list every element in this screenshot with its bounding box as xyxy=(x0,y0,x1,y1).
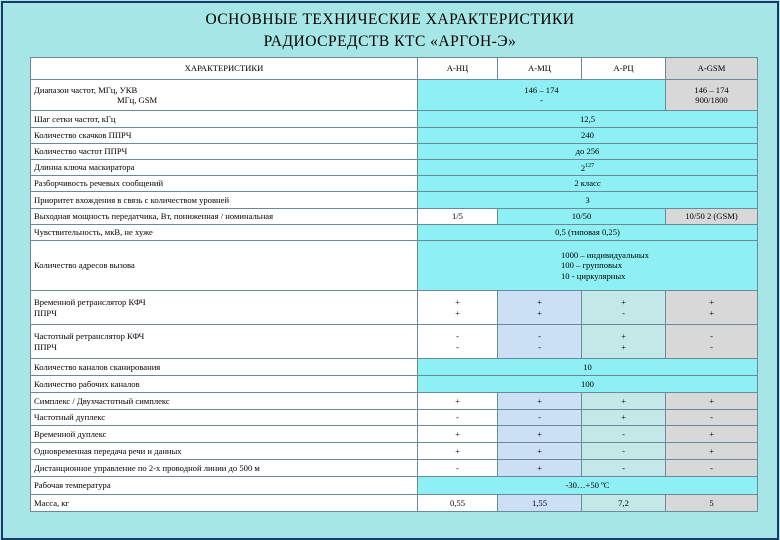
value-time-duplex-mc: + xyxy=(498,426,582,443)
value-time-duplex-gsm: + xyxy=(666,426,758,443)
value-freq-relay-gsm-kfch: - xyxy=(710,331,713,341)
header-row xyxy=(31,58,758,80)
value-time-relay-nc xyxy=(418,291,498,325)
row-addresses xyxy=(31,241,758,291)
value-key-length xyxy=(418,160,758,176)
row-simplex xyxy=(31,393,758,410)
value-simul-nc: + xyxy=(418,443,498,460)
value-freq-duplex-nc: - xyxy=(418,410,498,426)
value-simplex-nc: + xyxy=(418,393,498,410)
label-work-channels: Количество рабочих каналов xyxy=(31,376,418,393)
value-time-relay-nc-pprch: + xyxy=(455,307,460,318)
value-scan-channels: 10 xyxy=(418,359,758,376)
value-simul-mc: + xyxy=(498,443,582,460)
value-freq-relay-rc-kfch: + xyxy=(621,331,626,341)
value-time-relay-nc-kfch: + xyxy=(455,297,460,307)
label-freq-duplex: Частотный дуплекс xyxy=(31,410,418,426)
row-freq-count xyxy=(31,144,758,160)
page-title-line2: РАДИОСРЕДСТВ КТС «АРГОН-Э» xyxy=(263,33,517,50)
page-title-line1: ОСНОВНЫЕ ТЕХНИЧЕСКИЕ ХАРАКТЕРИСТИКИ xyxy=(205,11,575,28)
value-power-mc-rc: 10/50 xyxy=(498,209,666,225)
value-addresses-circular: 10 - циркулярных xyxy=(561,270,626,281)
row-speech-res xyxy=(31,176,758,192)
value-addresses xyxy=(418,241,758,291)
header-a-mc: А-МЦ xyxy=(498,58,582,80)
value-time-duplex-nc: + xyxy=(418,426,498,443)
value-time-relay-gsm-pprch: + xyxy=(709,307,714,318)
value-freq-relay-gsm xyxy=(666,325,758,359)
header-a-rc: А-РЦ xyxy=(582,58,666,80)
value-simplex-rc: + xyxy=(582,393,666,410)
value-freq-relay-nc xyxy=(418,325,498,359)
row-power xyxy=(31,209,758,225)
label-addresses: Количество адресов вызова xyxy=(31,241,418,291)
value-temp: -30…+50 ºС xyxy=(418,477,758,495)
value-freq-duplex-gsm: - xyxy=(666,410,758,426)
value-time-relay-rc-pprch: - xyxy=(622,307,625,318)
value-freq-relay-rc-pprch: + xyxy=(621,341,626,352)
label-freq-count: Количество частот ППРЧ xyxy=(31,144,418,160)
value-freq-relay-mc-kfch: - xyxy=(538,331,541,341)
value-key-length-base: 2 xyxy=(580,163,586,174)
value-speech-res: 2 класс xyxy=(418,176,758,192)
label-temp: Рабочая температура xyxy=(31,477,418,495)
label-freq-range-ukv: Диапазон частот, МГц, УКВ xyxy=(34,84,138,95)
value-priority: 3 xyxy=(418,192,758,209)
row-remote xyxy=(31,460,758,477)
value-freq-range-gsm-2: 900/1800 xyxy=(695,95,728,105)
row-simul xyxy=(31,443,758,460)
row-sensitivity xyxy=(31,225,758,241)
value-mass-mc: 1,55 xyxy=(498,495,582,512)
label-key-length: Длинна ключа маскиратора xyxy=(31,160,418,176)
label-power: Выходная мощность передатчика, Вт, пониженная / номинальная xyxy=(31,209,418,225)
header-a-gsm: А-GSM xyxy=(666,58,758,80)
label-time-relay-kfch: Временной ретранслятор КФЧ xyxy=(34,297,146,307)
value-simul-gsm: + xyxy=(666,443,758,460)
label-remote: Дистанционное управление по 2-х проводной линии до 500 м xyxy=(31,460,418,477)
value-freq-range-main-1: 146 – 174 xyxy=(524,84,559,95)
label-priority: Приоритет вхождения в связь с количеством уровней xyxy=(31,192,418,209)
label-freq-range-gsm: МГц, GSM xyxy=(117,95,158,105)
label-mass: Масса, кг xyxy=(31,495,418,512)
value-freq-relay-rc xyxy=(582,325,666,359)
value-simplex-gsm: + xyxy=(666,393,758,410)
value-time-relay-gsm-kfch: + xyxy=(709,297,714,307)
value-freq-duplex-rc: + xyxy=(582,410,666,426)
value-time-relay-mc-pprch: + xyxy=(537,307,542,318)
label-simul: Одновременная передача речи и данных xyxy=(31,443,418,460)
value-time-relay-rc xyxy=(582,291,666,325)
value-power-gsm: 10/50 2 (GSM) xyxy=(666,209,758,225)
label-freq-relay xyxy=(31,325,418,359)
value-freq-range-gsm xyxy=(666,80,758,111)
label-freq-relay-pprch: ППРЧ xyxy=(34,341,57,352)
value-work-channels: 100 xyxy=(418,376,758,393)
row-freq-range xyxy=(31,80,758,111)
value-power-nc: 1/5 xyxy=(418,209,498,225)
value-freq-relay-gsm-pprch: - xyxy=(710,341,713,352)
row-key-length xyxy=(31,160,758,176)
label-scan-channels: Количество каналов сканирования xyxy=(31,359,418,376)
value-simul-rc: - xyxy=(582,443,666,460)
label-time-relay-pprch: ППРЧ xyxy=(34,307,57,318)
value-freq-duplex-mc: - xyxy=(498,410,582,426)
value-time-relay-mc-kfch: + xyxy=(537,297,542,307)
value-freq-range-main xyxy=(418,80,666,111)
label-time-duplex: Временной дуплекс xyxy=(31,426,418,443)
label-grid-step: Шаг сетки частот, кГц xyxy=(31,111,418,128)
row-priority xyxy=(31,192,758,209)
value-freq-relay-nc-pprch: - xyxy=(456,341,459,352)
value-freq-relay-nc-kfch: - xyxy=(456,331,459,341)
label-freq-relay-kfch: Частотный ретранслятор КФЧ xyxy=(34,331,145,341)
header-a-nc: А-НЦ xyxy=(418,58,498,80)
label-simplex: Симплекс / Двухчастотный симплекс xyxy=(31,393,418,410)
value-freq-relay-mc xyxy=(498,325,582,359)
value-grid-step: 12,5 xyxy=(418,111,758,128)
label-time-relay xyxy=(31,291,418,325)
value-freq-range-main-2: - xyxy=(540,95,543,105)
row-scan-channels xyxy=(31,359,758,376)
value-freq-count: до 256 xyxy=(418,144,758,160)
label-hop-count: Количество скачков ППРЧ xyxy=(31,128,418,144)
value-freq-range-gsm-1: 146 – 174 xyxy=(694,84,729,95)
label-speech-res: Разборчивость речевых сообщений xyxy=(31,176,418,192)
value-time-relay-gsm xyxy=(666,291,758,325)
value-hop-count: 240 xyxy=(418,128,758,144)
header-characteristics: ХАРАКТЕРИСТИКИ xyxy=(31,58,418,80)
value-mass-gsm: 5 xyxy=(666,495,758,512)
row-hop-count xyxy=(31,128,758,144)
specs-table xyxy=(30,57,758,512)
value-simplex-mc: + xyxy=(498,393,582,410)
value-key-length-exp: 127 xyxy=(585,163,595,170)
row-temp xyxy=(31,477,758,495)
value-addresses-group: 100 – групповых xyxy=(561,260,623,271)
label-sensitivity: Чувствительность, мкВ, не хуже xyxy=(31,225,418,241)
value-remote-nc: - xyxy=(418,460,498,477)
value-time-relay-rc-kfch: + xyxy=(621,297,626,307)
row-freq-relay xyxy=(31,325,758,359)
row-mass xyxy=(31,495,758,512)
label-freq-range xyxy=(31,80,418,111)
value-mass-rc: 7,2 xyxy=(582,495,666,512)
value-time-relay-mc xyxy=(498,291,582,325)
row-work-channels xyxy=(31,376,758,393)
value-addresses-individual: 1000 – индивидуальных xyxy=(561,249,649,260)
value-remote-rc: - xyxy=(582,460,666,477)
row-time-duplex xyxy=(31,426,758,443)
value-remote-mc: + xyxy=(498,460,582,477)
row-time-relay xyxy=(31,291,758,325)
value-mass-nc: 0,55 xyxy=(418,495,498,512)
value-time-duplex-rc: - xyxy=(582,426,666,443)
value-remote-gsm: - xyxy=(666,460,758,477)
value-sensitivity: 0,5 (типовая 0,25) xyxy=(418,225,758,241)
value-freq-relay-mc-pprch: - xyxy=(538,341,541,352)
row-freq-duplex xyxy=(31,410,758,426)
row-grid-step xyxy=(31,111,758,128)
